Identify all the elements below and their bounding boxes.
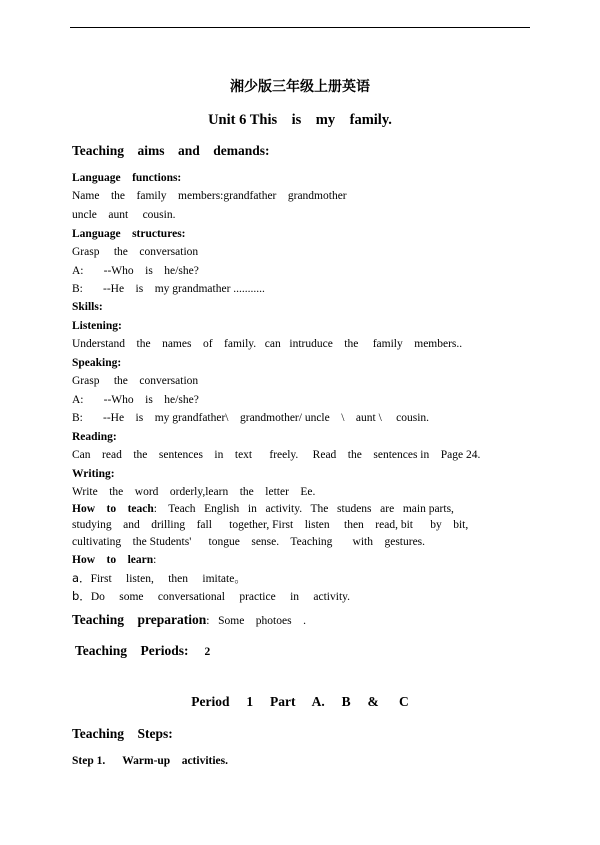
language-structures-label: Language structures: xyxy=(72,228,186,240)
how-to-teach-line: studying and drilling fall together, First listen then read, bit by bit, xyxy=(72,519,469,531)
periods-line xyxy=(75,644,210,659)
language-structures-line: Grasp the conversation xyxy=(72,246,199,258)
item-end: 。 xyxy=(234,571,246,585)
how-to-teach-line xyxy=(72,502,454,516)
period-heading: Period 1 Part A. B & C xyxy=(191,694,409,709)
step-1: Step 1. Warm-up activities. xyxy=(72,755,228,767)
writing-label: Writing: xyxy=(72,468,115,480)
speaking-label: Speaking: xyxy=(72,357,122,369)
language-functions-line: Name the family members:grandfather grandmother xyxy=(72,190,347,202)
how-to-teach-text: : Teach English in activity. The studens are main parts, xyxy=(153,503,454,515)
periods-label: Teaching Periods: xyxy=(75,643,189,658)
periods-value: 2 xyxy=(204,646,211,658)
how-to-learn-colon: : xyxy=(153,554,157,566)
listening-label: Listening: xyxy=(72,320,122,332)
aims-heading: Teaching aims and demands: xyxy=(72,143,270,158)
how-to-teach-line: cultivating the Students' tongue sense. Teaching with gestures. xyxy=(72,536,426,548)
header-rule xyxy=(70,27,530,28)
item-marker: b． xyxy=(72,589,91,603)
language-functions-line: uncle aunt cousin. xyxy=(72,209,176,221)
preparation-label: Teaching preparation xyxy=(72,612,207,627)
language-structures-line: B: --He is my grandmather ........... xyxy=(72,283,265,295)
listening-line: Understand the names of family. can intruduce the family members.. xyxy=(72,338,463,350)
skills-label: Skills: xyxy=(72,301,103,313)
language-structures-line: A: --Who is he/she? xyxy=(72,265,199,277)
how-to-learn-item xyxy=(72,589,350,604)
item-text: First listen, then imitate xyxy=(90,573,235,585)
page-title-chinese: 湘少版三年级上册英语 xyxy=(230,79,370,95)
language-functions-label: Language functions: xyxy=(72,172,182,184)
speaking-line: Grasp the conversation xyxy=(72,375,199,387)
steps-heading: Teaching Steps: xyxy=(72,726,173,741)
reading-label: Reading: xyxy=(72,431,117,443)
how-to-learn-label: How to learn xyxy=(72,554,154,566)
item-text: Do some conversational practice in activity. xyxy=(90,591,351,603)
writing-line: Write the word orderly,learn the letter Ee. xyxy=(72,486,316,498)
how-to-learn-item xyxy=(72,571,246,586)
speaking-line: A: --Who is he/she? xyxy=(72,394,199,406)
preparation-text: : Some photoes . xyxy=(206,615,306,627)
how-to-learn-line xyxy=(72,553,156,567)
how-to-teach-label: How to teach xyxy=(72,503,154,515)
reading-line: Can read the sentences in text freely. Read the sentences in Page 24. xyxy=(72,449,481,461)
unit-title: Unit 6 This is my family. xyxy=(208,112,392,128)
item-marker: a． xyxy=(72,571,91,585)
speaking-line: B: --He is my grandfather\ grandmother/ uncle \ aunt \ cousin. xyxy=(72,412,430,424)
preparation-line xyxy=(72,613,306,628)
